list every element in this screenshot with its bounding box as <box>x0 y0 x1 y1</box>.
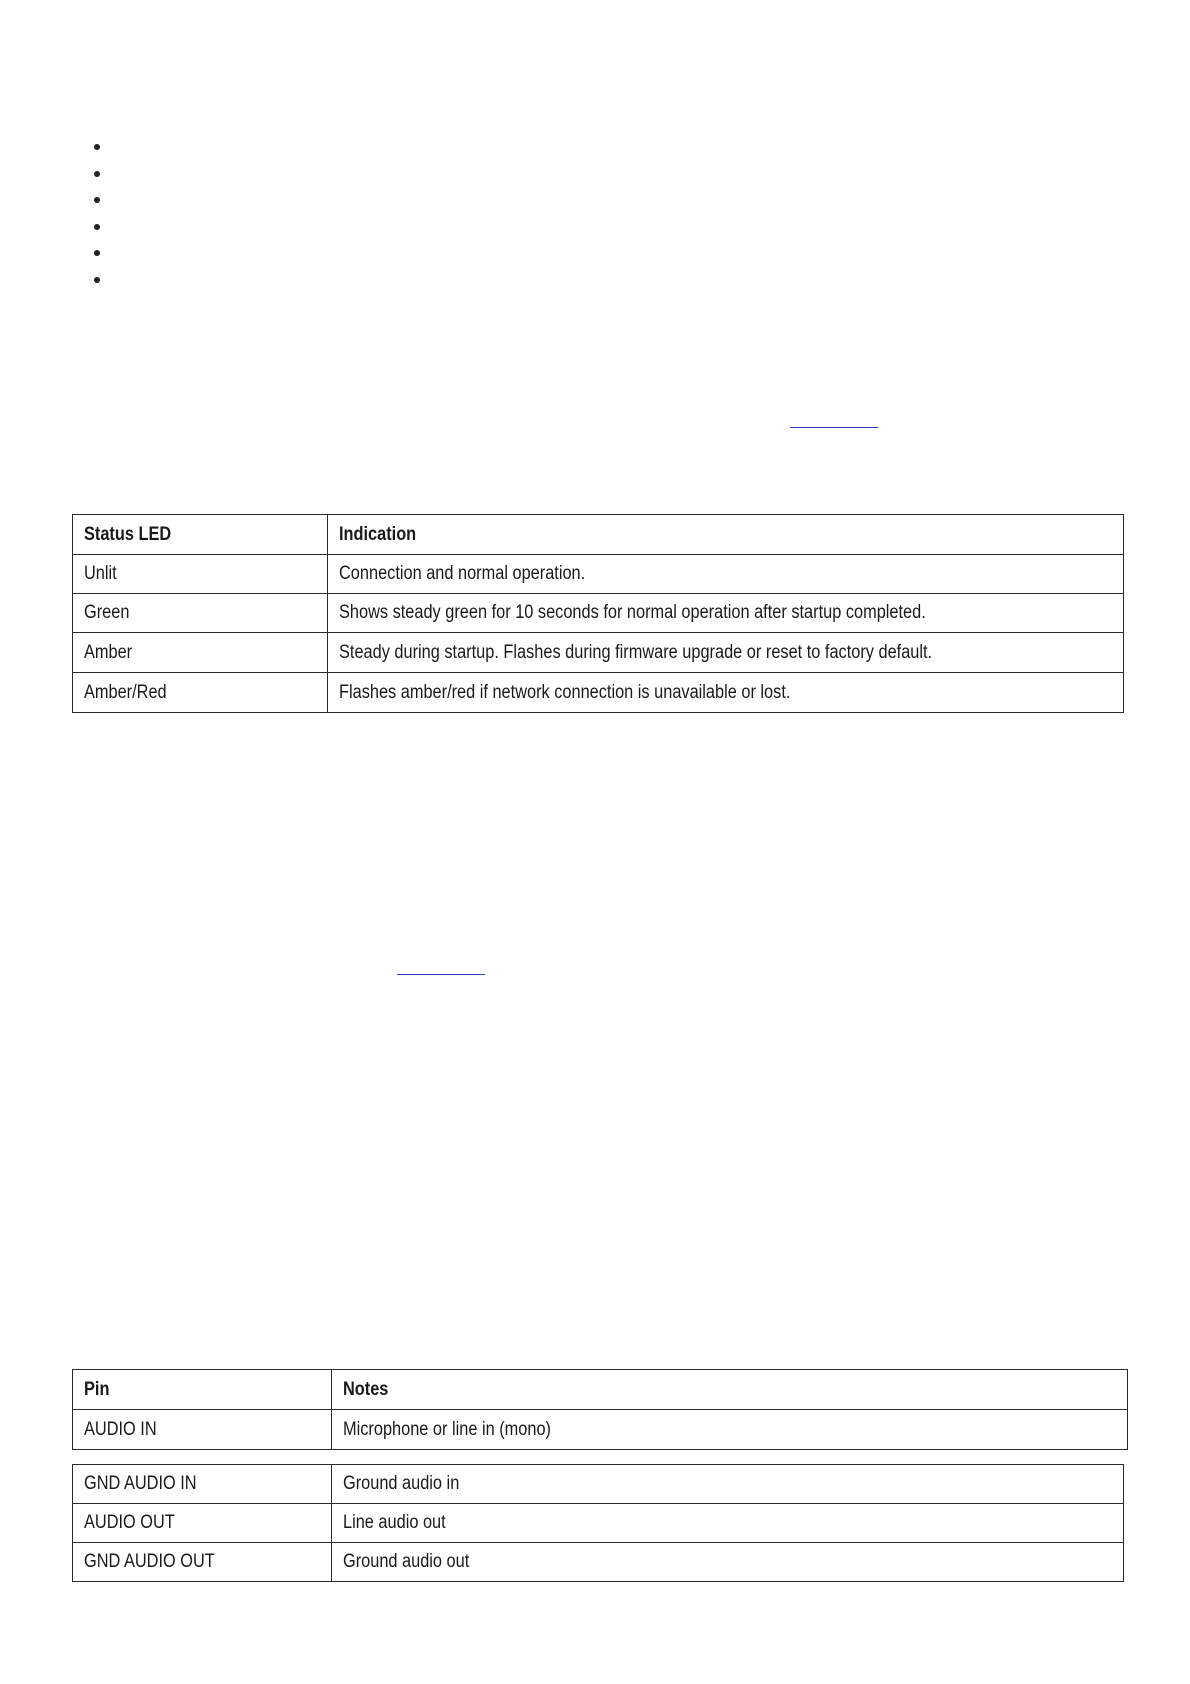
table-cell: Ground audio in <box>332 1465 1124 1504</box>
table-header-cell: Indication <box>328 515 1124 555</box>
table-cell: AUDIO IN <box>73 1410 332 1450</box>
table-cell: Shows steady green for 10 seconds for normal operation after startup completed. <box>328 594 1124 633</box>
table-row <box>73 633 1124 673</box>
pin-table-body <box>72 1464 1124 1582</box>
table-row <box>73 1410 1128 1450</box>
bullet-icon <box>94 277 100 283</box>
bullet-icon <box>94 171 100 177</box>
table-header-row <box>73 1370 1128 1410</box>
table-row <box>73 1543 1124 1582</box>
status-led-table <box>72 514 1124 713</box>
table-cell: Amber <box>73 633 328 673</box>
table-row <box>73 555 1124 594</box>
table-cell: Line audio out <box>332 1504 1124 1543</box>
table-cell: Unlit <box>73 555 328 594</box>
bullet-icon <box>94 144 100 150</box>
table-cell: Microphone or line in (mono) <box>332 1410 1128 1450</box>
table-cell: Connection and normal operation. <box>328 555 1124 594</box>
table-cell: GND AUDIO IN <box>73 1465 332 1504</box>
bullet-icon <box>94 197 100 203</box>
pin-table-header <box>72 1369 1128 1450</box>
table-cell: GND AUDIO OUT <box>73 1543 332 1582</box>
table-cell: Green <box>73 594 328 633</box>
page-link[interactable] <box>397 974 485 975</box>
bullet-icon <box>94 250 100 256</box>
table-row <box>73 594 1124 633</box>
table-cell: AUDIO OUT <box>73 1504 332 1543</box>
bullet-icon <box>94 224 100 230</box>
table-row <box>73 1465 1124 1504</box>
page-link[interactable] <box>790 427 878 428</box>
table-cell: Steady during startup. Flashes during firmware upgrade or reset to factory default. <box>328 633 1124 673</box>
table-header-cell: Status LED <box>73 515 328 555</box>
table-cell: Ground audio out <box>332 1543 1124 1582</box>
table-header-row <box>73 515 1124 555</box>
table-header-cell: Pin <box>73 1370 332 1410</box>
table-header-cell: Notes <box>332 1370 1128 1410</box>
table-cell: Amber/Red <box>73 673 328 713</box>
table-cell: Flashes amber/red if network connection is unavailable or lost. <box>328 673 1124 713</box>
table-row <box>73 673 1124 713</box>
table-row <box>73 1504 1124 1543</box>
